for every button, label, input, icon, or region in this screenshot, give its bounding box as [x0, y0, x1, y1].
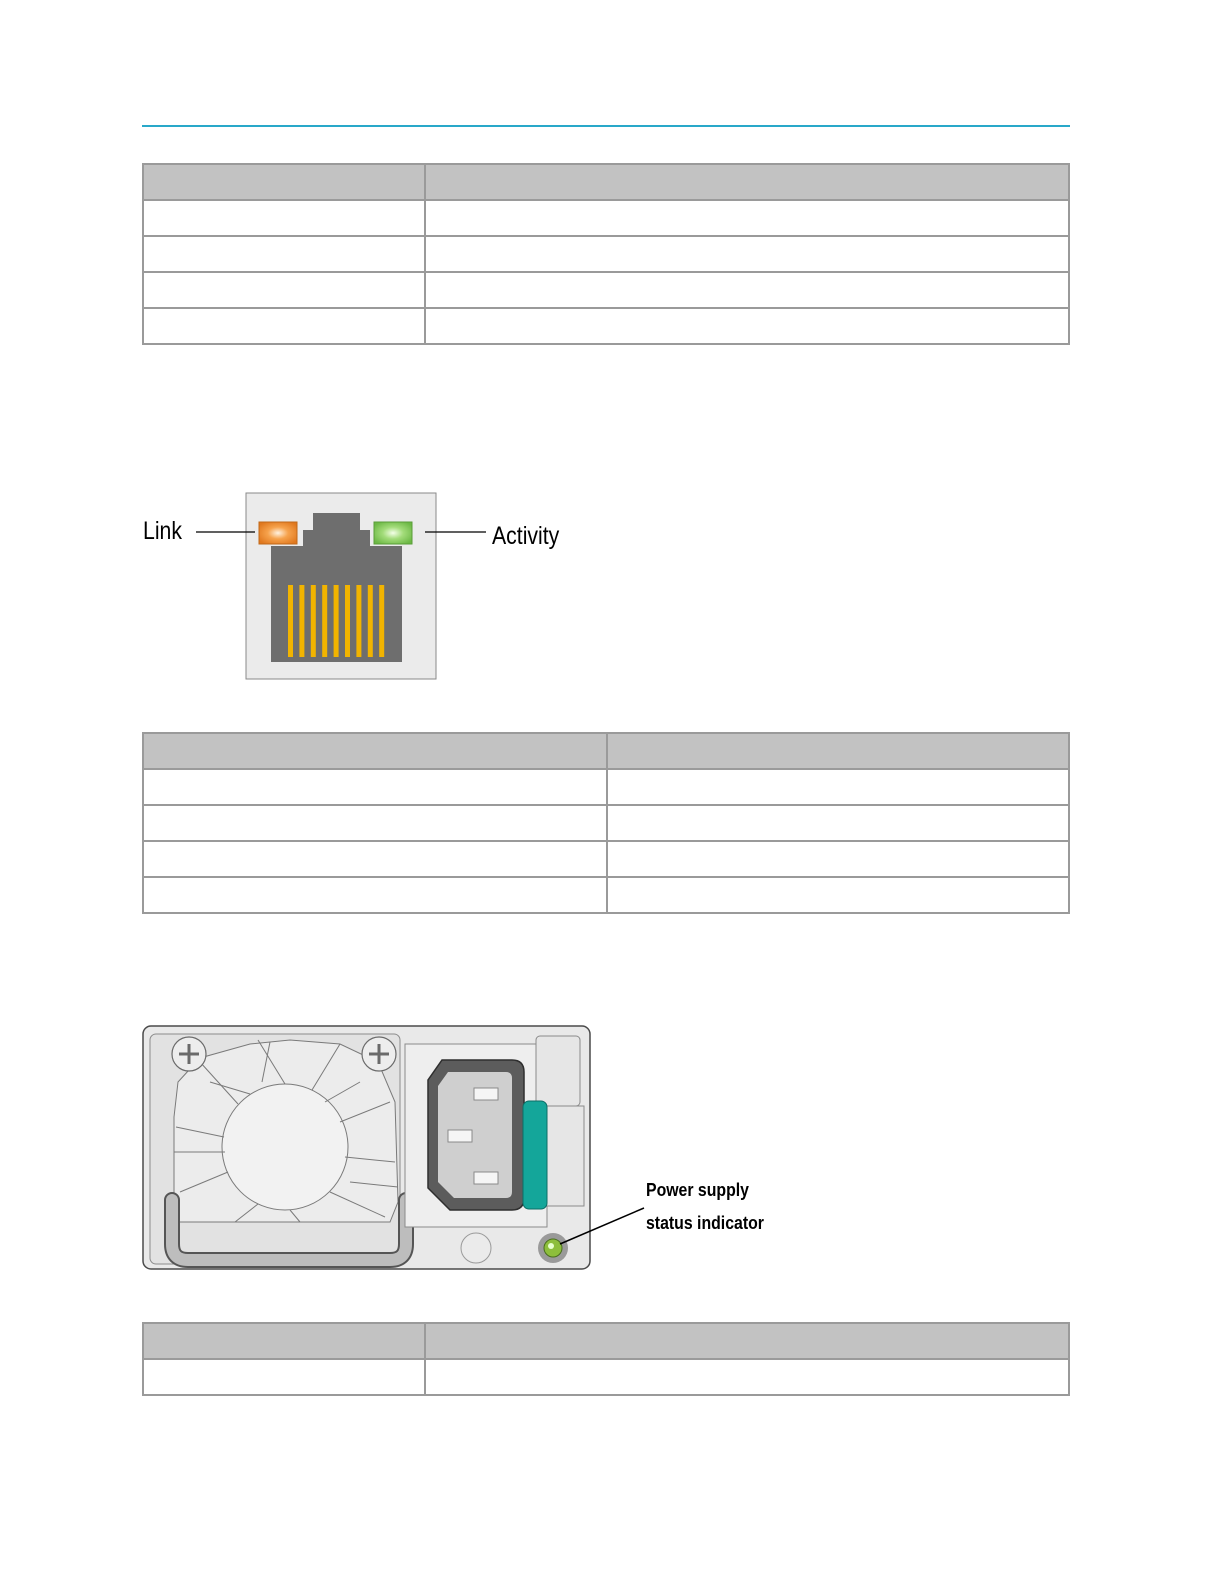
table-row — [143, 769, 1069, 805]
table-1 — [142, 163, 1070, 345]
table-cell — [143, 841, 607, 877]
link-label: Link — [143, 517, 182, 545]
table-row — [143, 236, 1069, 272]
table-row — [143, 1359, 1069, 1395]
table-cell — [143, 308, 425, 344]
table-cell — [143, 877, 607, 913]
table-row — [143, 877, 1069, 913]
table-cell — [425, 308, 1069, 344]
table-cell — [607, 769, 1069, 805]
table-3 — [142, 1322, 1070, 1396]
table-cell — [143, 236, 425, 272]
table-cell — [425, 200, 1069, 236]
power-supply-label-line2: status indicator — [646, 1213, 764, 1233]
table-row — [143, 272, 1069, 308]
table-header-row — [143, 733, 1069, 769]
table-cell — [143, 1359, 425, 1395]
power-supply-label-line1: Power supply — [646, 1180, 749, 1200]
table-2 — [142, 732, 1070, 914]
header-rule — [142, 125, 1070, 127]
table-header-cell — [143, 733, 607, 769]
table-header-cell — [143, 1323, 425, 1359]
table-cell — [143, 200, 425, 236]
activity-label: Activity — [492, 522, 560, 550]
table-row — [143, 805, 1069, 841]
table-cell — [143, 805, 607, 841]
table-cell — [143, 272, 425, 308]
table-cell — [425, 236, 1069, 272]
power-supply-icon — [140, 1022, 790, 1274]
table-header-cell — [143, 164, 425, 200]
table-row — [143, 841, 1069, 877]
table-cell — [425, 272, 1069, 308]
table-header-cell — [607, 733, 1069, 769]
table-cell — [607, 877, 1069, 913]
table-header-row — [143, 164, 1069, 200]
table-cell — [607, 841, 1069, 877]
table-header-row — [143, 1323, 1069, 1359]
table-row — [143, 308, 1069, 344]
table-header-cell — [425, 1323, 1069, 1359]
table-row — [143, 200, 1069, 236]
table-cell — [425, 1359, 1069, 1395]
rj45-jack-icon — [140, 490, 580, 685]
power-supply-figure — [140, 1022, 790, 1274]
table-header-cell — [425, 164, 1069, 200]
table-cell — [607, 805, 1069, 841]
table-cell — [143, 769, 607, 805]
ethernet-port-figure — [140, 490, 580, 685]
